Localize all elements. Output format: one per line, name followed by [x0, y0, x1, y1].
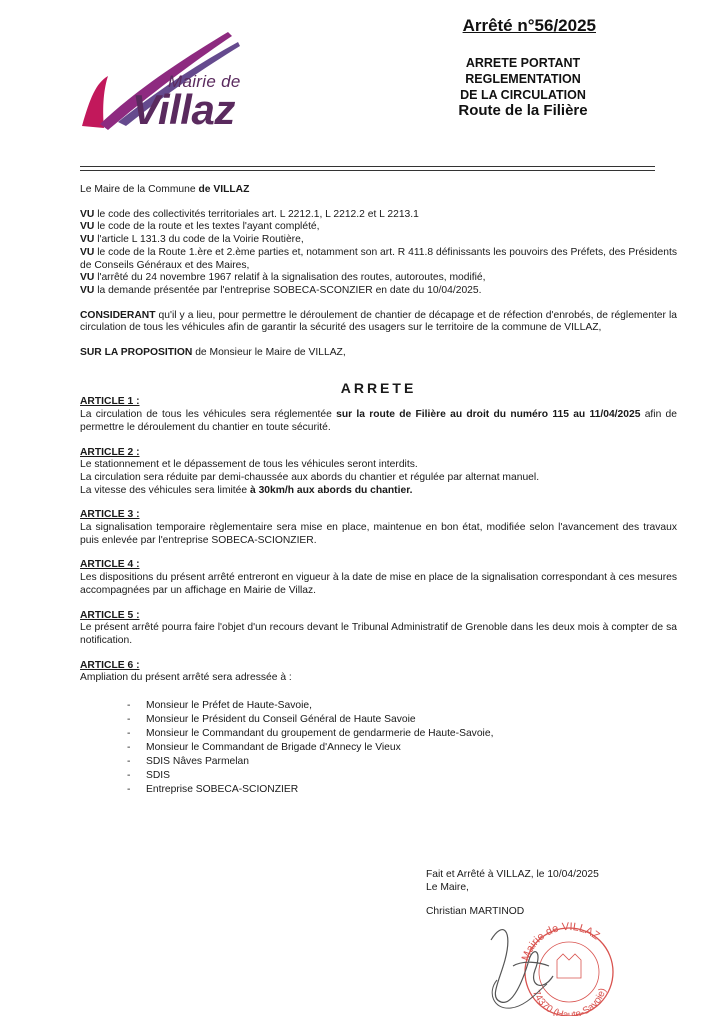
article-6-text: Ampliation du présent arrêté sera adressée à : — [80, 672, 292, 684]
vu-clause: VU le code de la Route 1.ère et 2.ème parties et, notamment son art. R 411.8 définissants les pouvoirs des Préfets, des Présidents de Conseils Généraux et des Maires, — [80, 246, 677, 271]
signature-place-date: Fait et Arrêté à VILLAZ, le 10/04/2025 — [426, 869, 599, 880]
recipient-item: - Monsieur le Président du Conseil Général de Haute Savoie — [127, 713, 677, 727]
article-4-title: ARTICLE 4 : — [80, 559, 140, 571]
arrete-number: Arrêté n°56/2025 — [462, 16, 596, 35]
recipient-list — [127, 699, 677, 797]
svg-text:Mairie de VILLAZ: Mairie de VILLAZ — [519, 920, 602, 963]
article-2-line: La circulation sera réduite par demi-chaussée aux abords du chantier et régulée par alternat manuel. — [80, 471, 540, 483]
intro-commune: de VILLAZ — [198, 184, 250, 195]
signature-role: Le Maire, — [426, 881, 469, 893]
signature-block — [426, 869, 599, 894]
recipient-item: - Entreprise SOBECA-SCIONZIER — [127, 783, 677, 797]
recipient-item: - Monsieur le Préfet de Haute-Savoie, — [127, 699, 677, 713]
considerant-paragraph: CONSIDERANT qu'il y a lieu, pour permettre le déroulement de chantier de décapage et de réfection d'enrobés, de réglementer la circulation de tous les véhicules afin de garantir la sécurité des usagers sur le territoire de la commune de VILLAZ, — [80, 309, 677, 334]
header-divider — [80, 166, 655, 167]
proposition-paragraph: SUR LA PROPOSITION de Monsieur le Maire de VILLAZ, — [80, 347, 346, 359]
header-divider-thin — [80, 170, 655, 171]
vu-clause: VU la demande présentée par l'entreprise SOBECA-SCONZIER en date du 10/04/2025. — [80, 284, 482, 296]
article-2-title: ARTICLE 2 : — [80, 446, 140, 458]
article-4-text: Les dispositions du présent arrêté entreront en vigueur à la date de mise en place de la signalisation correspondant à ces mesures accompagnées par un affichage en Mairie de Villaz. — [80, 572, 677, 596]
logo-text-villaz: Villaz — [132, 86, 235, 133]
article-2-line: Le stationnement et le dépassement de tous les véhicules seront interdits. — [80, 459, 418, 471]
intro-line: Le Maire de la Commune de VILLAZ — [80, 184, 250, 195]
recipient-item: - SDIS — [127, 769, 677, 783]
vu-clause: VU le code des collectivités territoriales art. L 2212.1, L 2212.2 et L 2213.1 — [80, 208, 419, 220]
title-line-2: REGLEMENTATION — [465, 72, 581, 86]
vu-clause: VU le code de la route et les textes l'ayant complété, — [80, 221, 320, 233]
article-6-title: ARTICLE 6 : — [80, 659, 140, 671]
vu-clause: VU l'article L 131.3 du code de la Voirie Routière, — [80, 234, 304, 246]
document-body — [80, 184, 677, 797]
article-3-title: ARTICLE 3 : — [80, 509, 140, 521]
official-stamp — [483, 920, 623, 1016]
recipient-item: - Monsieur le Commandant de Brigade d'Annecy le Vieux — [127, 741, 677, 755]
title-subtitle: Route de la Filière — [458, 102, 588, 119]
article-5-text: Le présent arrêté pourra faire l'objet d'un recours devant le Tribunal Administratif de Grenoble dans les deux mois à compter de sa notification. — [80, 622, 677, 646]
logo-text-mairie: Mairie de — [168, 72, 241, 91]
title-line-1: ARRETE PORTANT — [465, 56, 581, 70]
svg-text:74370 (Haute-Savoie): 74370 (Haute-Savoie) — [529, 986, 609, 1016]
stamp-seal-icon — [483, 920, 623, 1016]
signer-name: Christian MARTINOD — [426, 906, 525, 917]
article-1-title: ARTICLE 1 : — [80, 396, 140, 408]
arrete-heading: ARRETE — [340, 379, 417, 396]
article-1-text: La circulation de tous les véhicules sera réglementée sur la route de Filière au droit du numéro 115 au 11/04/2025 afin de permettre le déroulement du chantier en toute sécurité. — [80, 409, 677, 433]
article-5-title: ARTICLE 5 : — [80, 609, 140, 621]
recipient-item: - Monsieur le Commandant du groupement de gendarmerie de Haute-Savoie, — [127, 727, 677, 741]
recipient-item: - SDIS Nâves Parmelan — [127, 755, 677, 769]
article-2-line: La vitesse des véhicules sera limitée à 30km/h aux abords du chantier. — [80, 484, 413, 496]
article-3-text: La signalisation temporaire règlementaire sera mise en place, maintenue en bon état, modifiée selon l'avancement des travaux puis enlevée par l'entreprise SOBECA-SCIONZIER. — [80, 522, 677, 546]
title-block — [398, 55, 648, 119]
title-line-3: DE LA CIRCULATION — [460, 88, 586, 102]
vu-clause: VU l'arrêté du 24 novembre 1967 relatif à la signalisation des routes, autoroutes, modifié, — [80, 272, 486, 284]
